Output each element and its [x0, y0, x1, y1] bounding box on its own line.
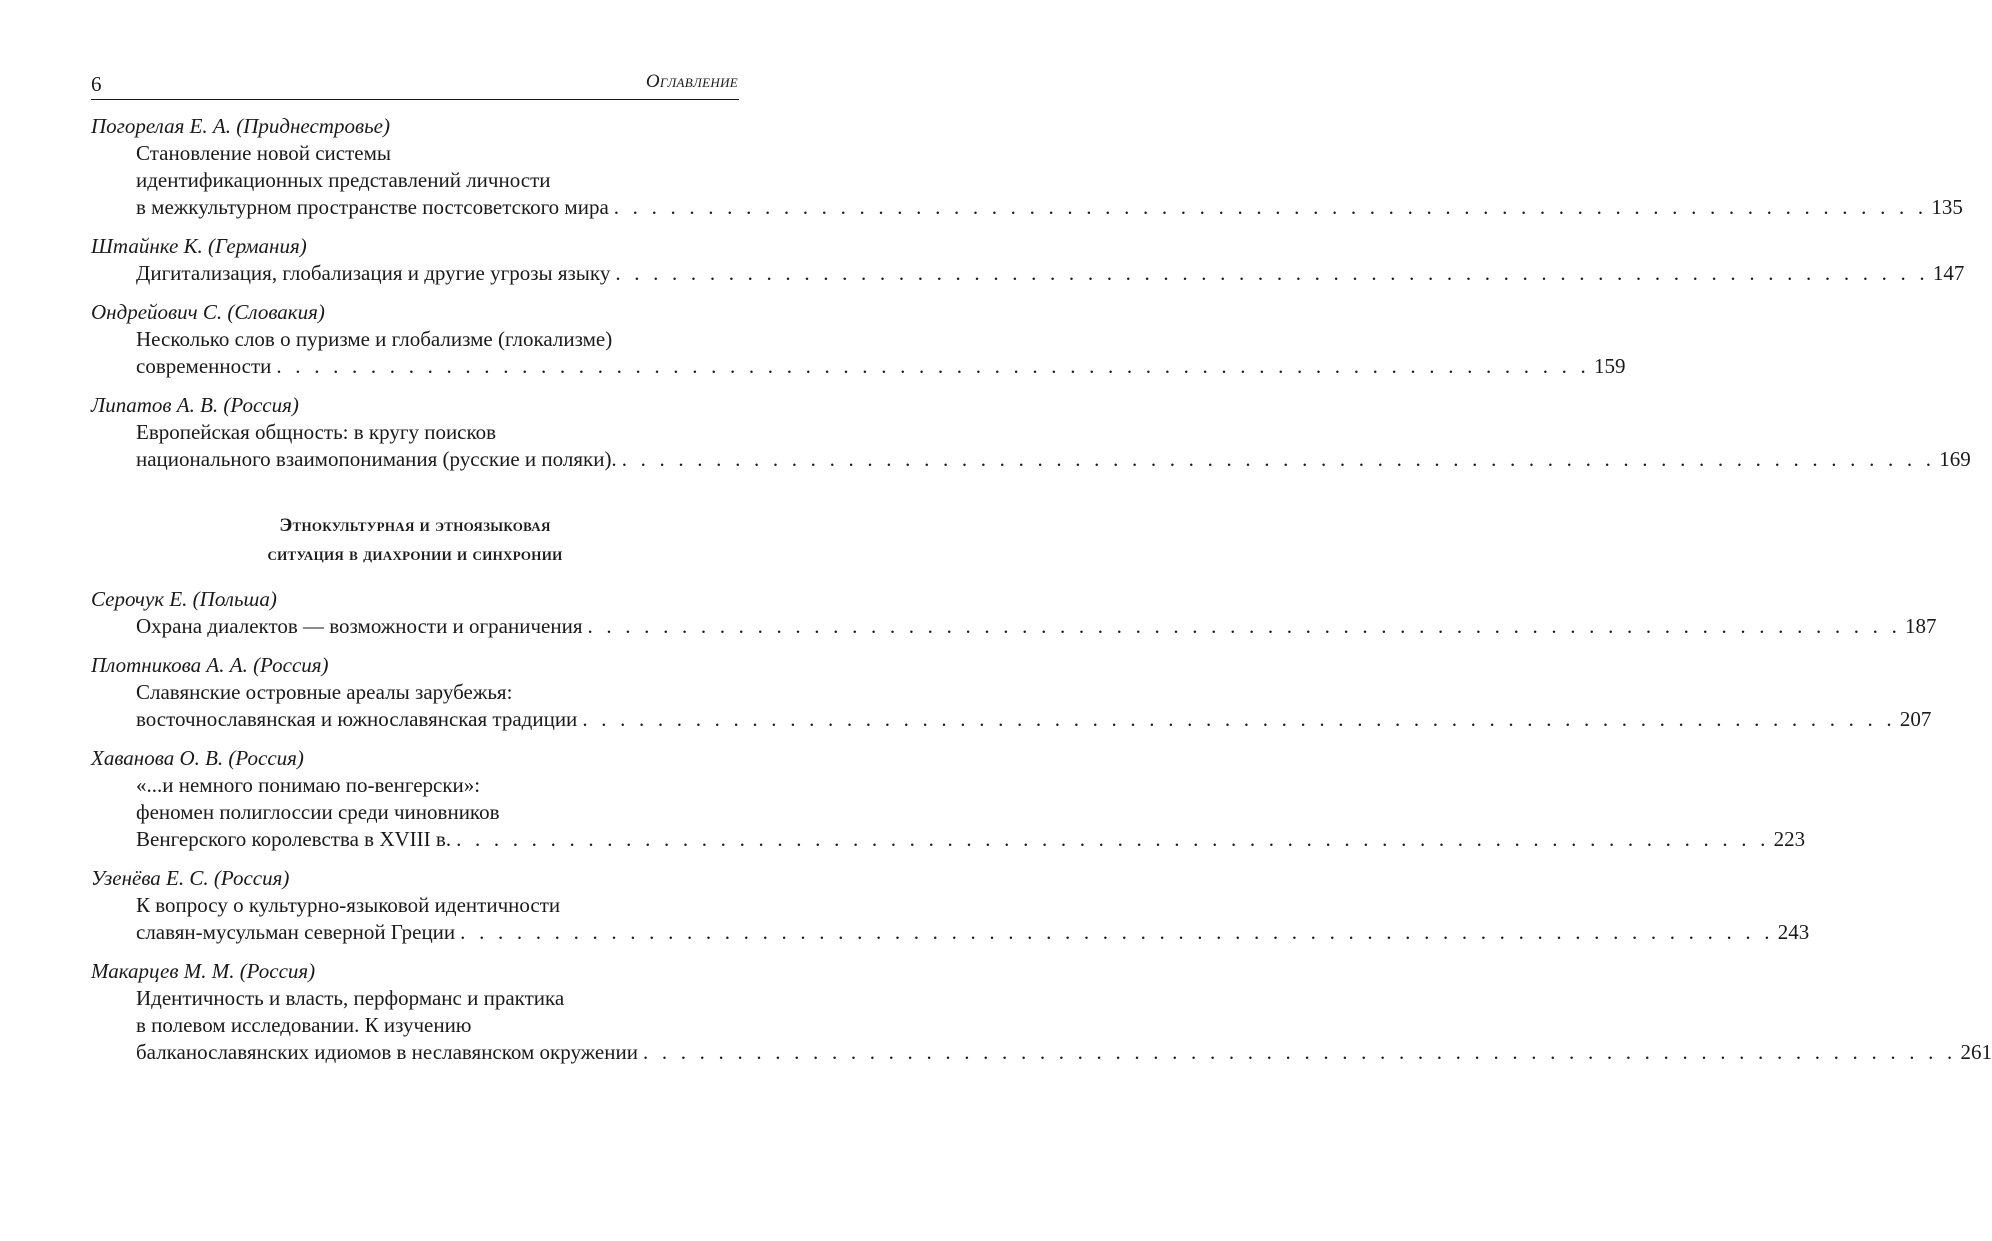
- entry-title-text: Дигитализация, глобализация и другие угрозы языку: [136, 261, 611, 285]
- toc-entry[interactable]: [91, 864, 1810, 946]
- page-number: 6: [91, 72, 102, 96]
- dot-leader: . . . . . . . . . . . . . . . . . . . . . . . . . . . . . . . . . . . . . . . . . . . . . . . . . . . . . . . . . . . . . . . . . . . . . .: [615, 261, 1929, 285]
- entry-author: Ондрейович С. (Словакия): [91, 300, 325, 324]
- entry-page-number: 159: [1593, 354, 1626, 378]
- entry-title-text: национального взаимопонимания (русские и поляки).: [136, 447, 617, 471]
- entry-title-line: идентификационных представлений личности: [136, 168, 551, 192]
- entry-author: Узенёва Е. С. (Россия): [91, 866, 290, 890]
- dot-leader: . . . . . . . . . . . . . . . . . . . . . . . . . . . . . . . . . . . . . . . . . . . . . . . . . . . . . . . . . . . . . . . . . . . . . .: [456, 827, 1770, 851]
- entry-title-line: Европейская общность: в кругу поисков: [136, 420, 497, 444]
- dot-leader: . . . . . . . . . . . . . . . . . . . . . . . . . . . . . . . . . . . . . . . . . . . . . . . . . . . . . . . . . . . . . . . . . . . . . .: [642, 1040, 1957, 1064]
- page-header: [91, 70, 739, 96]
- entry-page-number: 223: [1773, 827, 1806, 851]
- entry-title-line: Идентичность и власть, перформанс и практика: [136, 986, 565, 1010]
- entry-title-text: славян-мусульман северной Греции: [136, 920, 456, 944]
- toc-entry[interactable]: [91, 298, 1626, 380]
- entry-title-text: современности: [136, 354, 272, 378]
- entry-title-line: «...и немного понимаю по-венгерски»:: [136, 773, 481, 797]
- table-of-contents: [91, 112, 1992, 1066]
- entry-author: Штайнке К. (Германия): [91, 234, 307, 258]
- entry-author: Липатов А. В. (Россия): [91, 393, 299, 417]
- entry-title-last-line: [91, 194, 1963, 221]
- section-heading-line-1: Этнокультурная и этноязыковая: [279, 515, 551, 536]
- toc-entry[interactable]: [91, 651, 1932, 733]
- entry-title-last-line: [91, 446, 1971, 473]
- entry-title-last-line: [91, 613, 1937, 640]
- toc-entry[interactable]: [91, 112, 1963, 221]
- entry-title-line: феномен полиглоссии среди чиновников: [136, 800, 500, 824]
- entry-author: Макарцев М. М. (Россия): [91, 959, 316, 983]
- entry-title-text: в межкультурном пространстве постсоветского мира: [136, 195, 609, 219]
- dot-leader: . . . . . . . . . . . . . . . . . . . . . . . . . . . . . . . . . . . . . . . . . . . . . . . . . . . . . . . . . . . . . . . . . . . . . .: [621, 447, 1936, 471]
- entry-title-last-line: [91, 260, 1965, 287]
- entry-author: Погорелая Е. А. (Приднестровье): [91, 114, 390, 138]
- toc-group-2: [91, 585, 1992, 1066]
- entry-title-text: балканославянских идиомов в неславянском окружении: [136, 1040, 638, 1064]
- entry-title-line: Становление новой системы: [136, 141, 391, 165]
- header-rule: [91, 99, 739, 100]
- entry-title-text: Венгерского королевства в XVIII в.: [136, 827, 452, 851]
- dot-leader: . . . . . . . . . . . . . . . . . . . . . . . . . . . . . . . . . . . . . . . . . . . . . . . . . . . . . . . . . . . . . . . . . . . . . .: [613, 195, 1928, 219]
- entry-title-last-line: [91, 919, 1810, 946]
- entry-page-number: 243: [1777, 920, 1810, 944]
- entry-title-last-line: [91, 1039, 1992, 1066]
- toc-entry[interactable]: [91, 744, 1806, 853]
- entry-title-last-line: [91, 706, 1932, 733]
- entry-author: Серочук Е. (Польша): [91, 587, 277, 611]
- section-heading-line-2: ситуация в диахронии и синхронии: [267, 544, 563, 565]
- dot-leader: . . . . . . . . . . . . . . . . . . . . . . . . . . . . . . . . . . . . . . . . . . . . . . . . . . . . . . . . . . . . . . . . . . . . . .: [582, 707, 1896, 731]
- entry-title-last-line: [91, 353, 1626, 380]
- dot-leader: . . . . . . . . . . . . . . . . . . . . . . . . . . . . . . . . . . . . . . . . . . . . . . . . . . . . . . . . . . . . . . . . . . . . . .: [587, 614, 1902, 638]
- entry-page-number: 169: [1939, 447, 1971, 471]
- entry-page-number: 261: [1960, 1040, 1992, 1064]
- entry-title-line: Несколько слов о пуризме и глобализме (глокализме): [136, 327, 613, 351]
- entry-title-line: Славянские островные ареалы зарубежья:: [136, 680, 513, 704]
- toc-entry[interactable]: [91, 391, 1971, 473]
- toc-group-1: [91, 112, 1971, 473]
- entry-title-line: в полевом исследовании. К изучению: [136, 1013, 472, 1037]
- entry-title-text: Охрана диалектов — возможности и ограничения: [136, 614, 583, 638]
- entry-title-last-line: [91, 826, 1806, 853]
- entry-author: Плотникова А. А. (Россия): [91, 653, 329, 677]
- entry-title-line: К вопросу о культурно-языковой идентичности: [136, 893, 561, 917]
- running-head: Оглавление: [645, 71, 738, 92]
- entry-page-number: 135: [1931, 195, 1963, 219]
- entry-title-text: восточнославянская и южнославянская традиции: [136, 707, 578, 731]
- dot-leader: . . . . . . . . . . . . . . . . . . . . . . . . . . . . . . . . . . . . . . . . . . . . . . . . . . . . . . . . . . . . . . . . . . . . . .: [460, 920, 1774, 944]
- entry-page-number: 187: [1905, 614, 1937, 638]
- entry-page-number: 207: [1899, 707, 1932, 731]
- dot-leader: . . . . . . . . . . . . . . . . . . . . . . . . . . . . . . . . . . . . . . . . . . . . . . . . . . . . . . . . . . . . . . . . . . . . . .: [276, 354, 1590, 378]
- entry-page-number: 147: [1932, 261, 1965, 285]
- toc-entry[interactable]: [91, 957, 1992, 1066]
- section-heading: [91, 511, 739, 569]
- toc-entry[interactable]: [91, 232, 1965, 287]
- toc-entry[interactable]: [91, 585, 1937, 640]
- entry-author: Хаванова О. В. (Россия): [91, 746, 304, 770]
